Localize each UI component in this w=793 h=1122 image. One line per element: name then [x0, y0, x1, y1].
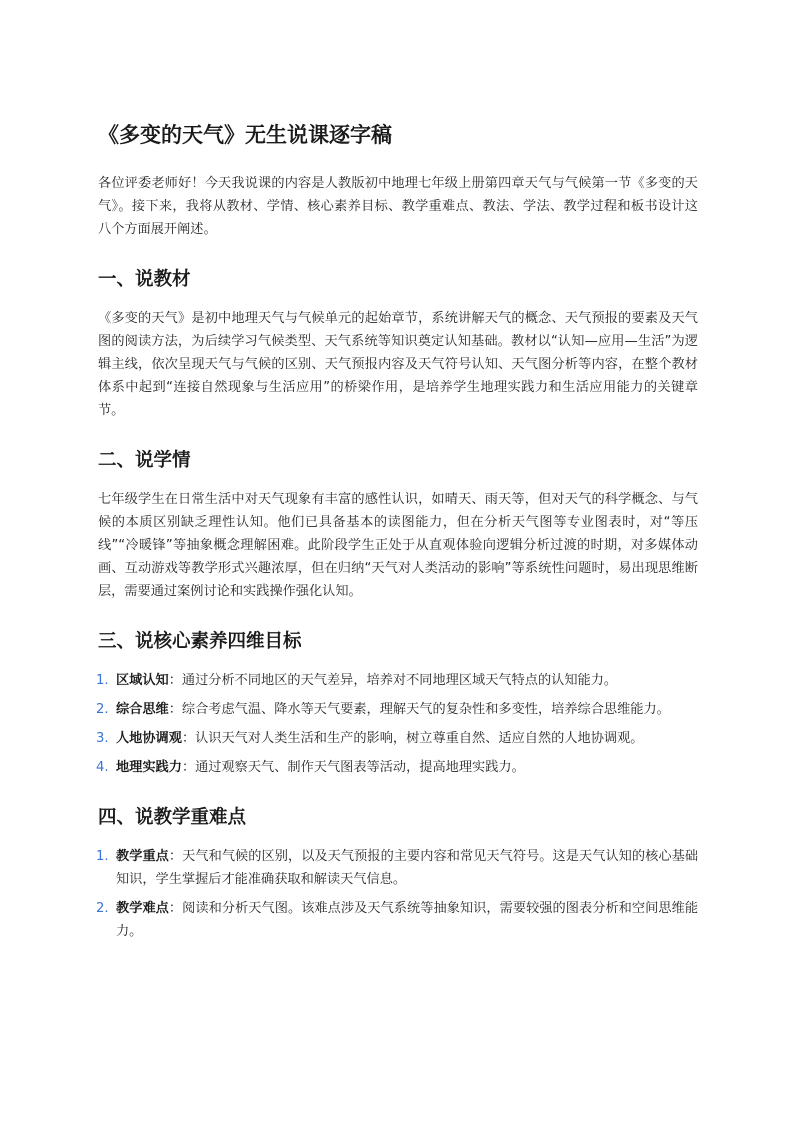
section-paragraph: 《多变的天气》是初中地理天气与气候单元的起始章节，系统讲解天气的概念、天气预报的要素及天气图的阅读方法，为后续学习气候类型、天气系统等知识奠定认知基础。教材以“认知—应用—生活”为逻辑主线，依次呈现天气与气候的区别、天气预报内容及天气符号认知、天气图分析等内容，在整个教材体系中起到“连接自然现象与生活应用”的桥梁作用，是培养学生地理实践力和生活应用能力的关键章节。 — [98, 311, 698, 418]
list-item — [98, 727, 698, 750]
section-heading: 三、说核心素养四维目标 — [98, 631, 302, 652]
list-item-text: ：阅读和分析天气图。该难点涉及天气系统等抽象知识，需要较强的图表分析和空间思维能力。 — [116, 901, 699, 939]
section-paragraph: 七年级学生在日常生活中对天气现象有丰富的感性认识，如晴天、雨天等，但对天气的科学概念、与气候的本质区别缺乏理性认知。他们已具备基本的读图能力，但在分析天气图等专业图表时，对“等压线”“冷暖锋”等抽象概念理解困难。此阶段学生正处于从直观体验向逻辑分析过渡的时期，对多媒体动画、互动游戏等教学形式兴趣浓厚，但在归纳“天气对人类活动的影响”等系统性问题时，易出现思维断层，需要通过案例讨论和实践操作强化认知。 — [98, 492, 698, 599]
key-points-list — [98, 845, 698, 943]
intro-paragraph: 各位评委老师好！今天我说课的内容是人教版初中地理七年级上册第四章天气与气候第一节《多变的天气》。接下来，我将从教材、学情、核心素养目标、教学重难点、教法、学法、教学过程和板书设计这八个方面展开阐述。 — [98, 176, 698, 237]
section-heading: 四、说教学重难点 — [98, 807, 247, 828]
list-item — [98, 698, 698, 721]
section-heading: 二、说学情 — [98, 450, 191, 471]
list-item-text: ：认识天气对人类生活和生产的影响，树立尊重自然、适应自然的人地协调观。 — [181, 731, 644, 746]
list-item-text: ：综合考虑气温、降水等天气要素，理解天气的复杂性和多变性，培养综合思维能力。 — [168, 702, 670, 717]
section-heading: 一、说教材 — [98, 269, 191, 290]
list-item — [98, 669, 698, 692]
section-key-points — [98, 803, 698, 943]
list-item-text: ：天气和气候的区别，以及天气预报的主要内容和常见天气符号。这是天气认知的核心基础知识，学生掌握后才能准确获取和解读天气信息。 — [116, 849, 699, 887]
list-item-text: ：通过分析不同地区的天气差异，培养对不同地理区域天气特点的认知能力。 — [168, 673, 618, 688]
list-item-term: 地理实践力 — [116, 760, 182, 775]
list-item-term: 综合思维 — [116, 702, 169, 717]
document-page — [98, 118, 698, 949]
section-students — [98, 446, 698, 603]
list-number: 2. — [96, 901, 109, 916]
list-number: 1. — [96, 673, 109, 688]
list-number: 1. — [96, 849, 109, 864]
list-item-term: 教学重点 — [116, 849, 169, 864]
list-item-term: 教学难点 — [116, 901, 169, 916]
section-textbook — [98, 265, 698, 422]
list-item — [98, 756, 698, 779]
list-item — [98, 897, 698, 943]
list-number: 4. — [96, 760, 109, 775]
list-item-text: ：通过观察天气、制作天气图表等活动，提高地理实践力。 — [181, 760, 525, 775]
list-item-term: 人地协调观 — [116, 731, 182, 746]
list-number: 3. — [96, 731, 109, 746]
list-item-term: 区域认知 — [116, 673, 169, 688]
list-number: 2. — [96, 702, 109, 717]
objectives-list — [98, 669, 698, 779]
list-item — [98, 845, 698, 891]
document-title: 《多变的天气》无生说课逐字稿 — [98, 123, 392, 147]
section-objectives — [98, 627, 698, 779]
